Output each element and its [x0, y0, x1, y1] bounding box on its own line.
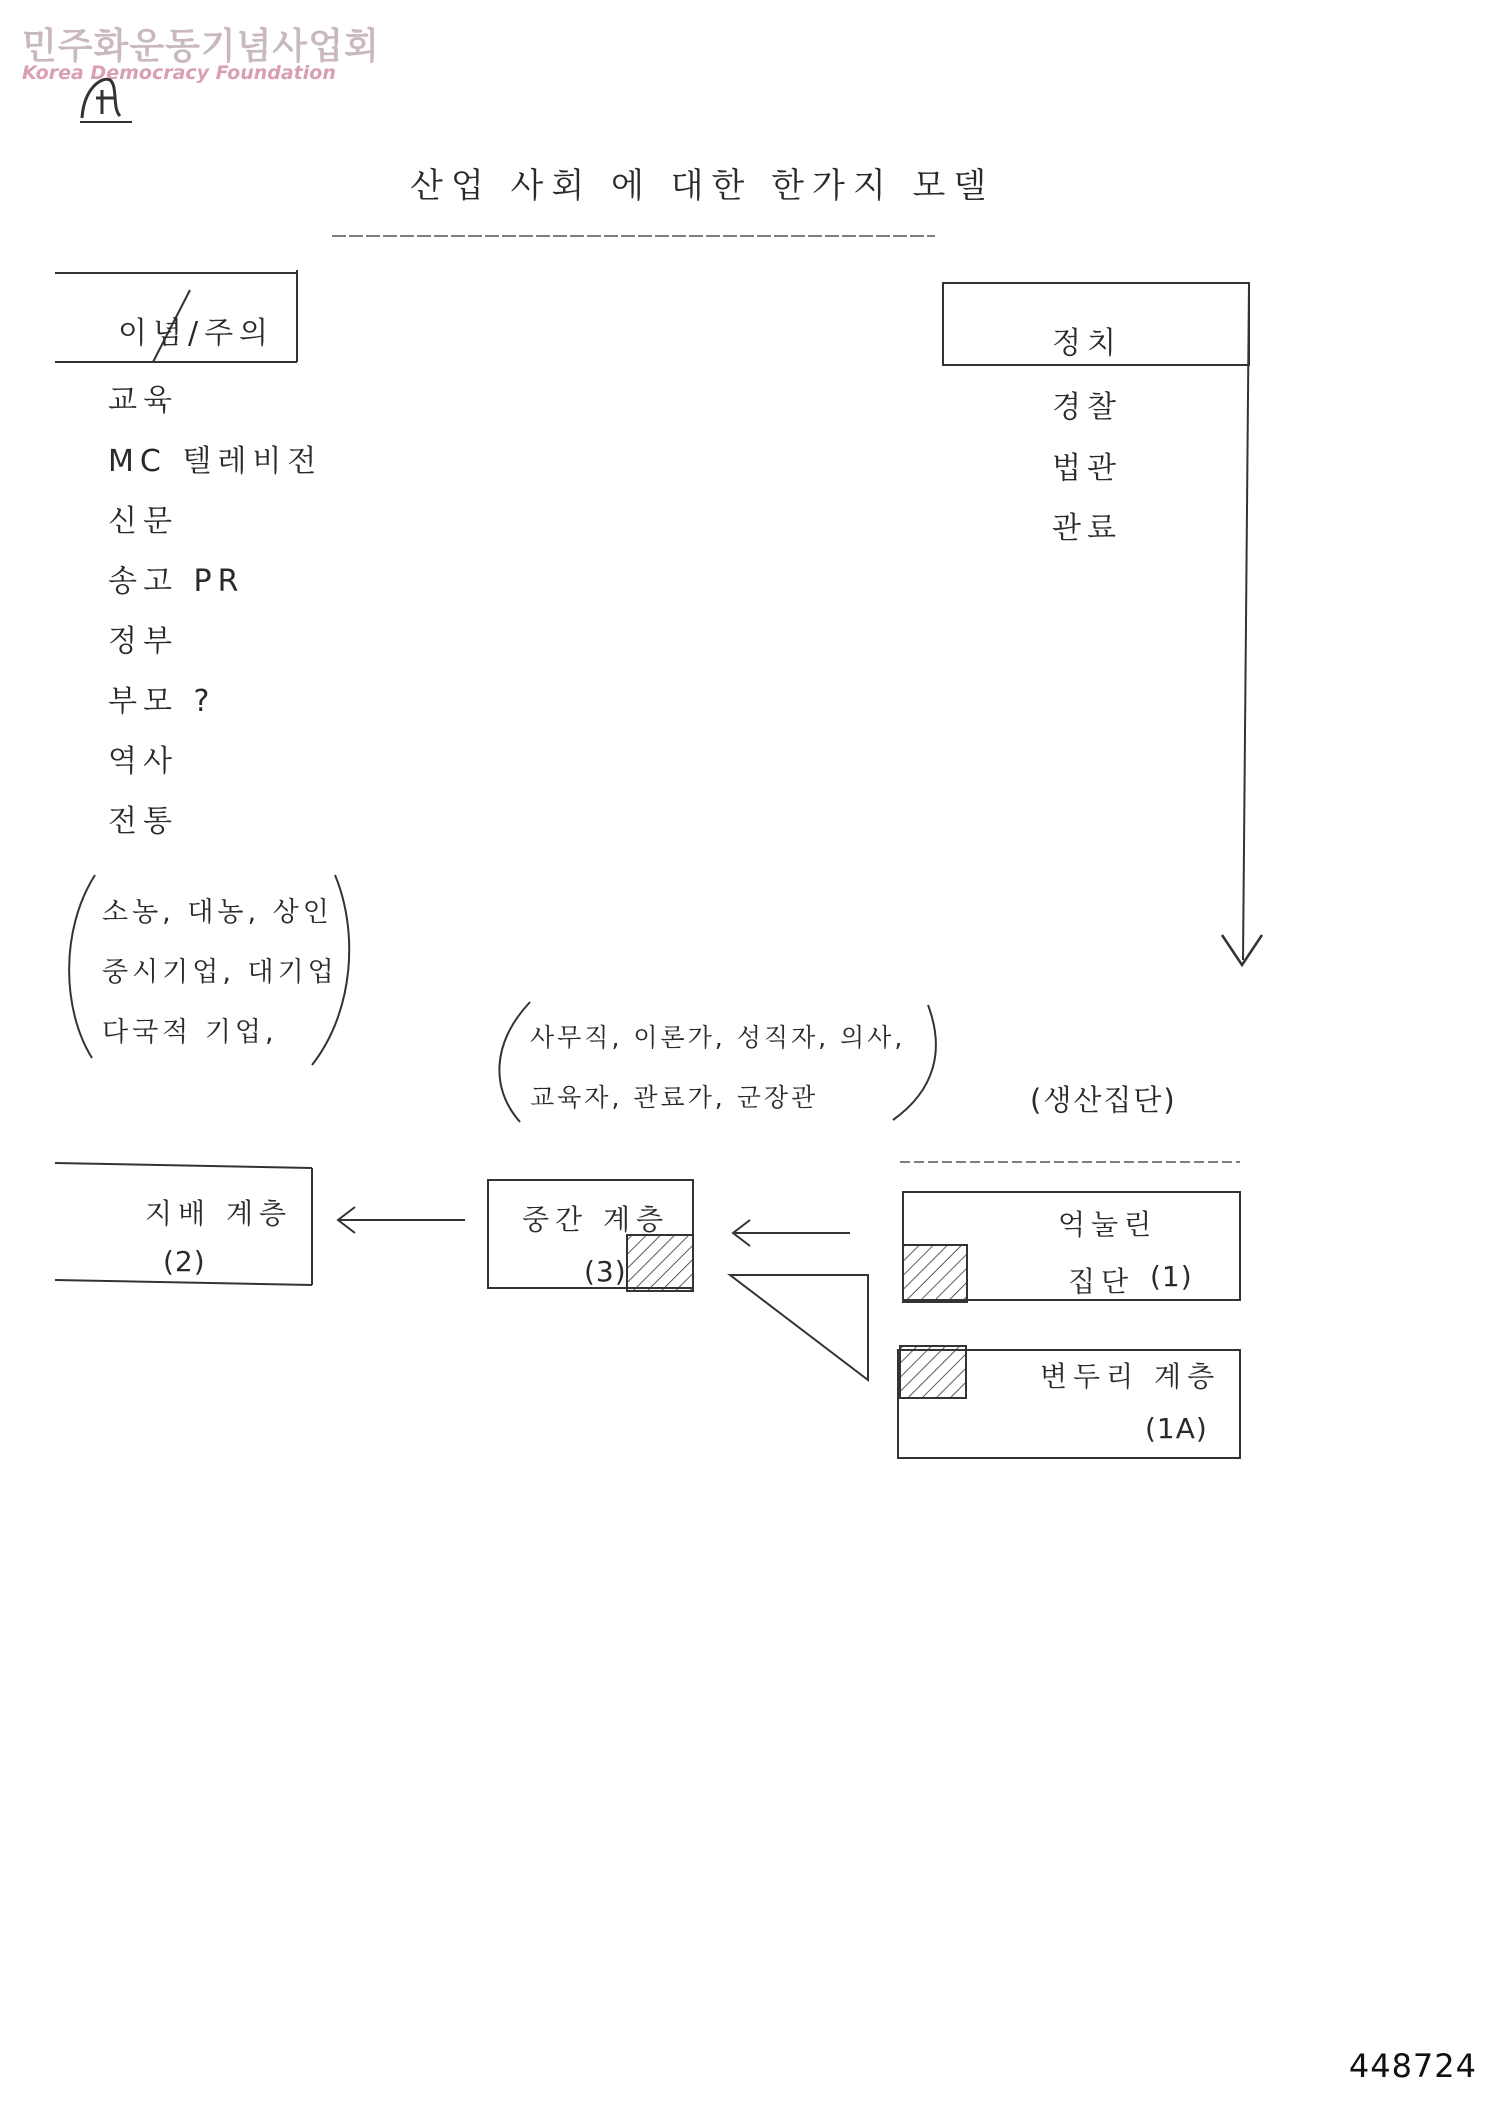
middle-class-label: 중간 계층 — [522, 1203, 670, 1236]
left-item-6: 부모 ? — [108, 684, 216, 719]
left-item-3: 신문 — [108, 504, 178, 539]
document-number: 448724 — [1348, 2047, 1477, 2085]
oppressed-group-label-2: 집단 — [1068, 1265, 1135, 1298]
left-bracket-line-1: 소농, 대농, 상인 — [102, 897, 333, 928]
middle-bracket-line-1: 사무직, 이론가, 성직자, 의사, — [530, 1023, 906, 1052]
down-arrow-head — [1222, 935, 1262, 965]
marginal-class-label: 변두리 계층 — [1040, 1360, 1221, 1393]
left-bracket-line-3: 다국적 기업, — [102, 1017, 278, 1048]
left-item-1: 교육 — [108, 383, 178, 418]
politics-header: 정치 — [1052, 326, 1122, 361]
triangle-shape — [730, 1275, 868, 1380]
left-item-5: 정부 — [108, 624, 178, 659]
logo-korean: 민주화운동기념사업회 — [22, 26, 380, 67]
left-bracket-line-2: 중시기업, 대기업 — [102, 957, 338, 988]
middle-class-number: (3) — [584, 1255, 627, 1288]
middle-bracket-line-2: 교육자, 관료가, 군장관 — [530, 1083, 819, 1112]
left-item-2: MC 텔레비전 — [108, 444, 323, 479]
oppressed-group-label: 억눌린 — [1058, 1208, 1158, 1241]
right-item-3: 관료 — [1052, 511, 1122, 546]
left-item-8: 전통 — [108, 804, 178, 839]
production-group-label: (생산집단) — [1030, 1083, 1177, 1117]
left-item-7: 역사 — [108, 744, 178, 779]
left-item-4: 송고 PR — [108, 564, 245, 599]
oppressed-group-number: (1) — [1150, 1260, 1193, 1293]
ruling-class-label: 지배 계층 — [145, 1197, 293, 1230]
logo-english: Korea Democracy Foundation — [22, 62, 336, 84]
page-title: 산업 사회 에 대한 한가지 모델 — [410, 166, 995, 206]
middle-bracket-open — [499, 1002, 530, 1122]
right-item-2: 법관 — [1052, 451, 1122, 486]
right-item-1: 경찰 — [1052, 390, 1122, 425]
ruling-class-number: (2) — [163, 1245, 206, 1278]
marginal-class-number: (1A) — [1145, 1412, 1208, 1445]
ideology-header: 이념/주의 — [118, 316, 275, 351]
left-bracket-open — [69, 875, 95, 1058]
